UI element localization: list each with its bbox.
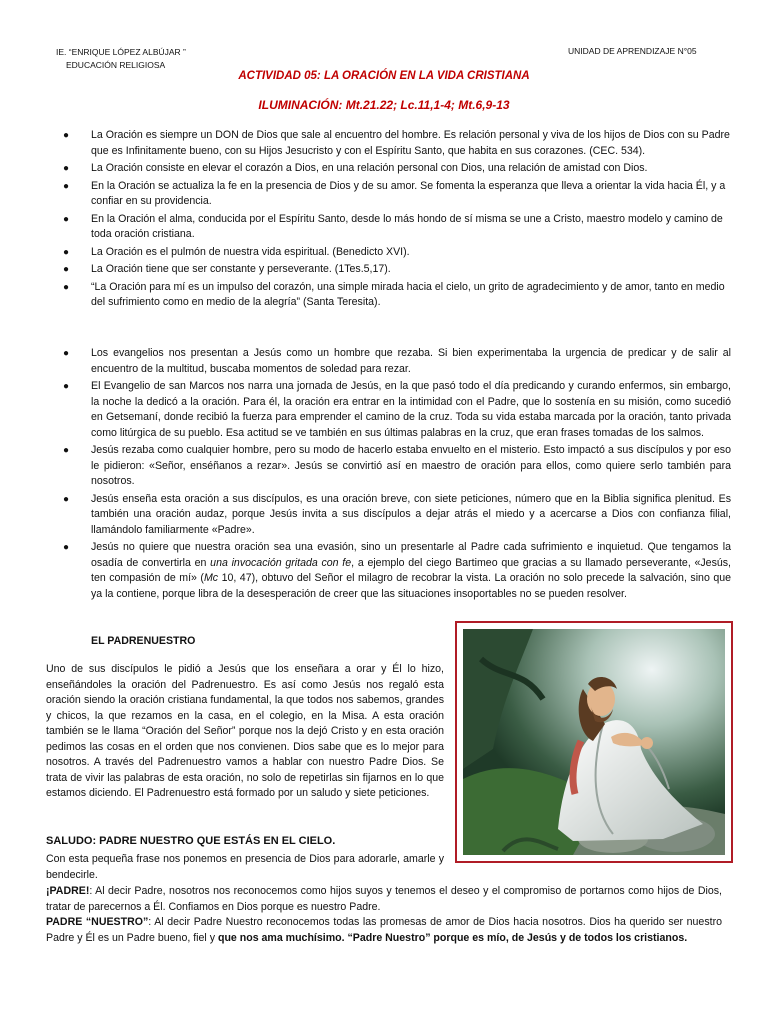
- list-item: ● Jesús enseña esta oración a sus discípulos, es una oración breve, con siete peticiones, número que en la Biblia significa plenitud. Es también una oración audaz, porque Jesús invita a sus discípulos a dejar atrás el miedo y a acercarse a Dios con confianza filial, llamándolo familiarmente «Padre».: [63, 492, 731, 536]
- list-item: ● La Oración es siempre un DON de Dios que sale al encuentro del hombre. Es relación personal y viva de los hijos de Dios con su Padre que es Infinitamente bueno, con su Hijos Jesucristo y con el Espíritu Santo, que habita en sus corazones. (CEC. 534).: [63, 129, 730, 157]
- illumination-title: ILUMINACIÓN: Mt.21.22; Lc.11,1-4; Mt.6,9-13: [258, 98, 510, 112]
- activity-title: ACTIVIDAD 05: LA ORACIÓN EN LA VIDA CRISTIANA: [238, 70, 530, 82]
- list-item: ● Los evangelios nos presentan a Jesús como un hombre que rezaba. Si bien experimentaba la urgencia de predicar y de salir al encuentro de la multitud, buscaba momentos de soledad para rezar.: [63, 347, 731, 375]
- list-item: ● En la Oración se actualiza la fe en la presencia de Dios y de su amor. Se fomenta la esperanza que lleva a orientar la vida hacia Él, y a confiar en su providencia.: [63, 179, 726, 207]
- list-item: ● La Oración consiste en elevar el corazón a Dios, en una relación personal con Dios, una relación de amistad con Dios.: [63, 162, 648, 174]
- prayer-definition-list: [0, 128, 731, 313]
- list-item: ● La Oración tiene que ser constante y perseverante. (1Tes.5,17).: [63, 263, 391, 275]
- saludo-heading: SALUDO: PADRE NUESTRO QUE ESTÁS EN EL CIELO.: [46, 835, 336, 847]
- jesus-prayer-list: [0, 346, 731, 604]
- saludo-body: Con esta pequeña frase nos ponemos en presencia de Dios para adorarle, amarle y bendecirle.: [46, 853, 444, 881]
- list-item: ● En la Oración el alma, conducida por el Espíritu Santo, desde lo más hondo de sí misma se une a Cristo, maestro modelo y camino de toda oración cristiana.: [63, 212, 723, 240]
- padrenuestro-title: EL PADRENUESTRO: [91, 635, 196, 647]
- padre-paragraph: ¡PADRE!: Al decir Padre, nosotros nos reconocemos como hijos suyos y tenemos el deseo y el compromiso de portarnos como hijos de Dios, tratar de parecernos a Él. Confiamos en Dios porque es nuestro Padre.: [46, 885, 722, 913]
- padre-nuestro-paragraph: PADRE “NUESTRO”: Al decir Padre Nuestro reconocemos todas las promesas de amor de Dios hacia nosotros. Dios ha querido ser nuestro Padre y Él es un Padre bueno, fiel y que nos ama muchísimo. “Padre Nuestro” porque es mío, de Jesús y de todos los cristianos.: [46, 916, 722, 944]
- list-item: ● Jesús no quiere que nuestra oración sea una evasión, sino un presentarle al Padre cada sufrimiento e inquietud. Que tengamos la osadía de convertirla en una invocación gritada con fe, a ejemplo del ciego Bartimeo que gracias a su llamado perseverante, «Jesús, ten compasión de mí» (Mc 10, 47), obtuvo del Señor el milagro de recobrar la vista. La oración no solo precede la salvación, sino que ya la contiene, porque libra de la desesperación de creer que las situaciones insoportables no se pueden resolver.: [63, 541, 732, 600]
- subject-name: EDUCACIÓN RELIGIOSA: [66, 60, 166, 70]
- school-name: IE. “ENRIQUE LÓPEZ ALBÚJAR ”: [56, 47, 186, 57]
- list-item: ● Jesús rezaba como cualquier hombre, pero su modo de hacerlo estaba envuelto en el misterio. Esto impactó a sus discípulos y por eso le pidieron: «Señor, enséñanos a rezar». Jesús se convirtió así en maestro de oración para ellos, como quiere serlo también para nosotros.: [63, 444, 731, 487]
- jesus-praying-illustration: [463, 629, 725, 855]
- list-item: ● El Evangelio de san Marcos nos narra una jornada de Jesús, en la que pasó todo el día predicando y curando enfermos, sin embargo, la noche la dedicó a la oración. Para él, la oración era entrar en la intimidad con el Padre, que lo sostenía en su misión, como sucedió en Getsemaní, donde recibió la fuerza para emprender el camino de la cruz. Toda su vida estaba marcada por la oración, tanto privada como litúrgica de su pueblo. Esa actitud se ve también en sus últimas palabras en la cruz, que eran frases tomadas de los salmos.: [63, 380, 731, 439]
- jesus-praying-image: [455, 621, 733, 863]
- unit-label: UNIDAD DE APRENDIZAJE N°05: [568, 46, 697, 56]
- padrenuestro-body: Uno de sus discípulos le pidió a Jesús que los enseñara a orar y Él lo hizo, enseñándoles la oración del Padrenuestro. Es así como Jesús nos regaló esta oración siendo la oración cristiana fundamental, la que todos nos sabemos, grandes y chicos, la que rezamos en la casa, en el colegio, en la Misa. A esta oración también se le llama “Oración del Señor” porque nos la dejó Cristo y en esta oración pedimos las cosas en el orden que nos convienen. Dios sabe que es lo mejor para nosotros. A través del Padrenuestro vamos a hablar con nuestro Padre Dios. Se trata de vivir las palabras de esta oración, no solo de repetirlas sin fijarnos en lo que estamos diciendo. El Padrenuestro está formado por un saludo y siete peticiones.: [46, 663, 444, 799]
- list-item: ● “La Oración para mí es un impulso del corazón, una simple mirada hacia el cielo, un grito de agradecimiento y de amor, tanto en medio del sufrimiento como en medio de la alegría” (Santa Teresita).: [63, 280, 725, 308]
- header-school-block: [56, 46, 186, 72]
- list-item: ● La Oración es el pulmón de nuestra vida espiritual. (Benedicto XVI).: [63, 245, 410, 258]
